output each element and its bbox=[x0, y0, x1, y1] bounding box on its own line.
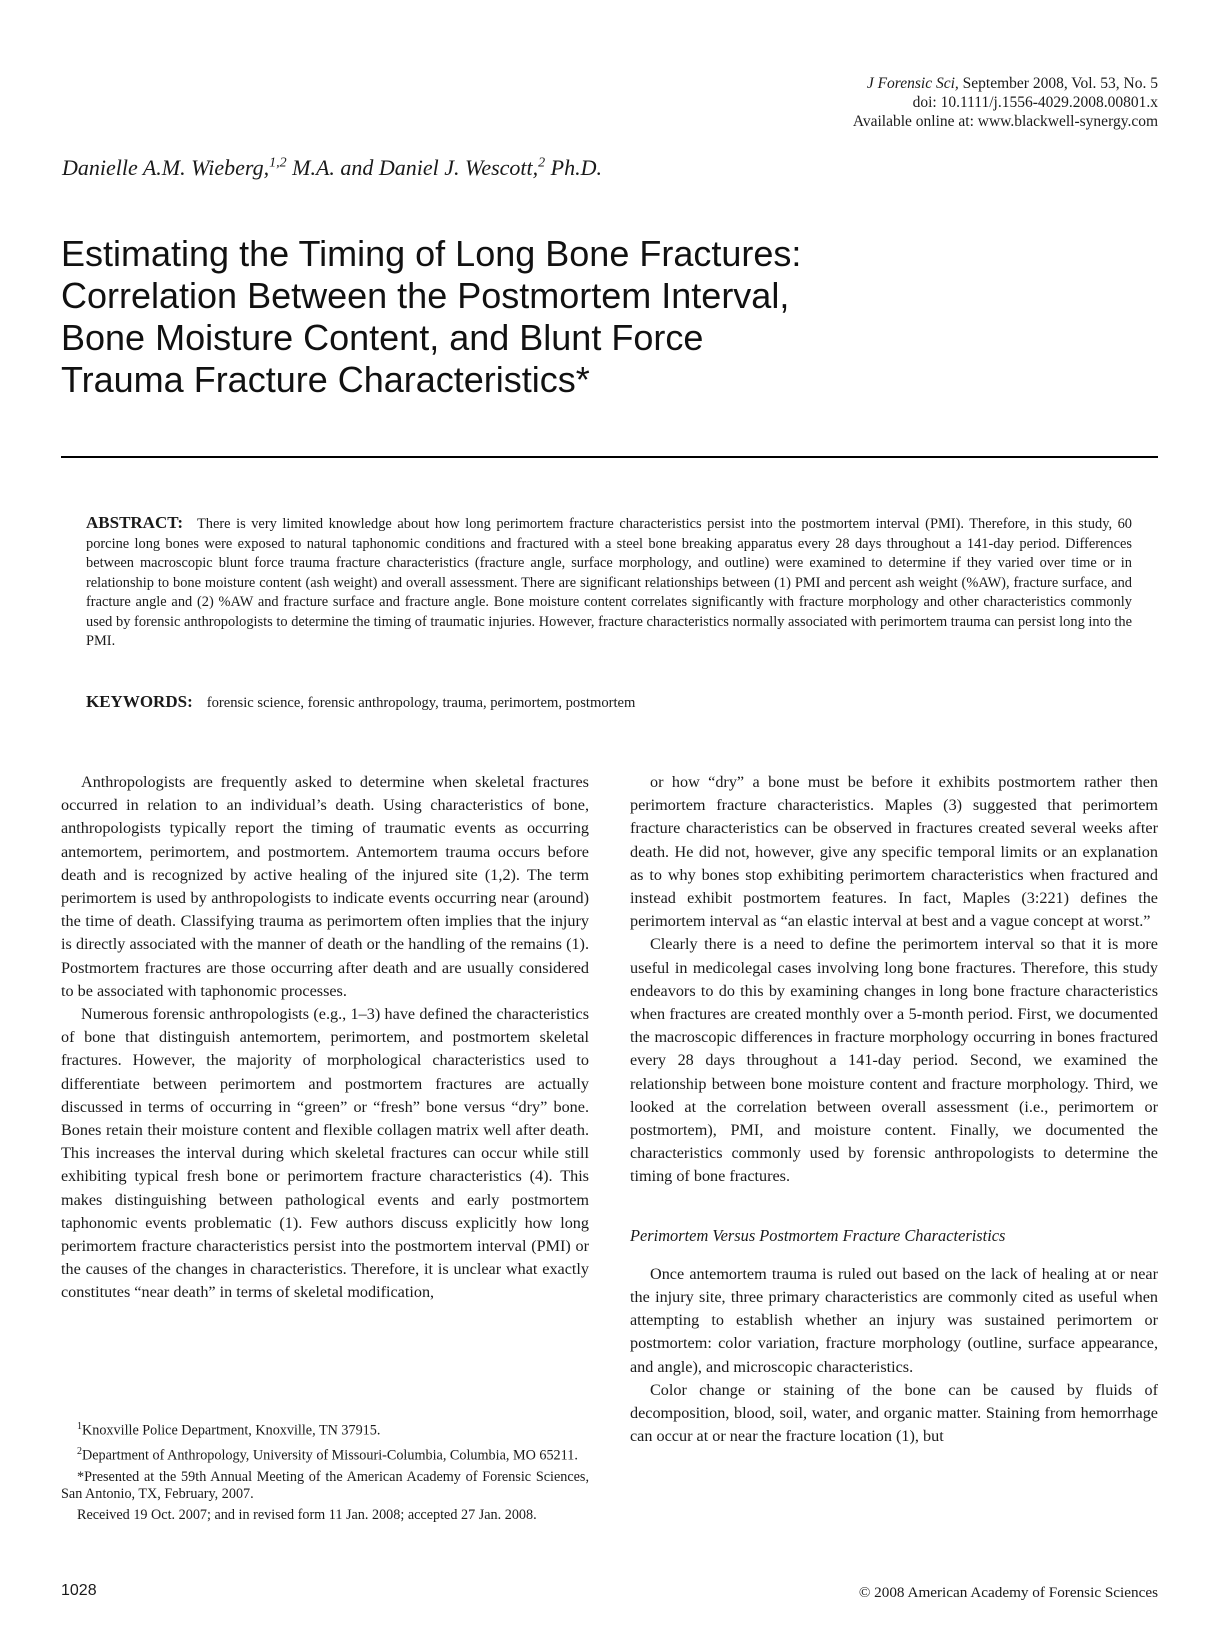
journal-doi: doi: 10.1111/j.1556-4029.2008.00801.x bbox=[912, 94, 1158, 111]
title-divider bbox=[61, 456, 1158, 458]
paragraph: Clearly there is a need to define the perimortem interval so that it is more useful in medicolegal cases involving long bone fractures. Therefore, this study endeavors to do this by examining changes in long bone fracture characteristics when fractures are created monthly over a 5-month period. First, we documented the macroscopic differences in fracture morphology occurring in bones fractured every 28 days throughout a 141-day period. Second, we examined the relationship between bone moisture content and fracture morphology. Third, we looked at the correlation between overall assessment (i.e., perimortem or postmortem), PMI, and moisture content. Finally, we documented the characteristics commonly used by forensic anthropologists to determine the timing of bone fractures. bbox=[630, 935, 1158, 1186]
paragraph: Once antemortem trauma is ruled out based on the lack of healing at or near the injury site, three primary characteristics are commonly cited as useful when attempting to establish whether an injury was sustained perimortem or postmortem: color variation, fracture morphology (outline, surface appearance, and angle), and microscopic characteristics. bbox=[630, 1264, 1158, 1376]
author-line bbox=[62, 155, 602, 181]
title-line-1: Estimating the Timing of Long Bone Fractures: bbox=[61, 233, 802, 274]
title-line-3: Bone Moisture Content, and Blunt Force bbox=[61, 317, 704, 358]
author2-degree: Ph.D. bbox=[545, 155, 602, 180]
page-number: 1028 bbox=[61, 1582, 97, 1599]
section-heading: Perimortem Versus Postmortem Fracture Characteristics bbox=[630, 1225, 1006, 1245]
paragraph: or how “dry” a bone must be before it exhibits postmortem rather then perimortem fracture characteristics. Maples (3) suggested that perimortem fracture characteristics can be observed in fractures created several weeks after death. He did not, however, give any specific temporal limits or an explanation as to why bones stop exhibiting perimortem characteristics when fractured and instead exhibit postmortem features. In fact, Maples (3:221) defines the perimortem interval as “an elastic interval at best and a vague concept at worst.” bbox=[630, 773, 1158, 931]
keywords-text: forensic science, forensic anthropology, trauma, perimortem, postmortem bbox=[206, 695, 636, 711]
paragraph: Color change or staining of the bone can be caused by fluids of decomposition, blood, soil, water, and organic matter. Staining from hemorrhage can occur at or near the fracture location (1), but bbox=[630, 1380, 1158, 1446]
author2-affiliation: 2 bbox=[538, 155, 546, 171]
paragraph: Numerous forensic anthropologists (e.g., 1–3) have defined the characteristics of bone that distinguish antemortem, perimortem, and postmortem skeletal fractures. However, the majority of morphological characteristics used to differentiate between perimortem and postmortem fractures are actually discussed in terms of occurring in “green” or “fresh” bone versus “dry” bone. Bones retain their moisture content and flexible collagen matrix well after death. This increases the interval during which skeletal fractures can occur while still exhibiting typical fresh bone or perimortem fracture characteristics (4). This makes distinguishing between pathological events and early postmortem taphonomic events problematic (1). Few authors discuss explicitly how long perimortem fracture characteristics persist into the postmortem interval (PMI) or the causes of the changes in characteristics. Therefore, it is unclear what exactly constitutes “near death” in terms of skeletal modification, bbox=[61, 1005, 589, 1302]
author1-affiliation: 1,2 bbox=[269, 155, 287, 171]
author1-name: Danielle A.M. Wieberg, bbox=[62, 155, 270, 180]
abstract-label: ABSTRACT: bbox=[86, 513, 183, 532]
footnote-2: $^2$Department of Anthropology, University of Missouri-Columbia, Columbia, MO 65211. bbox=[77, 1446, 578, 1465]
footnote-received: Received 19 Oct. 2007; and in revised form 11 Jan. 2008; accepted 27 Jan. 2008. bbox=[77, 1506, 537, 1523]
footnotes bbox=[61, 1418, 589, 1527]
body-column-left bbox=[61, 771, 589, 1305]
footnote-1: $^1$Knoxville Police Department, Knoxville, TN 37915. bbox=[77, 1421, 381, 1439]
journal-issue: September 2008, Vol. 53, No. 5 bbox=[962, 75, 1158, 92]
journal-availability: Available online at: www.blackwell-synergy.com bbox=[852, 113, 1158, 130]
footnote-1-marker: 1 bbox=[77, 1421, 82, 1432]
footnote-2-marker: 2 bbox=[77, 1446, 82, 1458]
journal-name: J Forensic Sci, bbox=[866, 75, 959, 92]
journal-citation bbox=[853, 74, 1158, 93]
title-line-4: Trauma Fracture Characteristics* bbox=[61, 359, 590, 400]
footnote-presented: *Presented at the 59th Annual Meeting of the American Academy of Forensic Sciences, San Antonio, TX, February, 2007. bbox=[61, 1468, 589, 1503]
title-line-2: Correlation Between the Postmortem Interval, bbox=[61, 275, 790, 316]
paragraph: Anthropologists are frequently asked to determine when skeletal fractures occurred in relation to an individual’s death. Using characteristics of bone, anthropologists typically report the timing of traumatic events as occurring antemortem, perimortem, and postmortem. Antemortem trauma occurs before death and is recognized by active healing of the injured site (1,2). The term perimortem is used by anthropologists to indicate events occurring near (around) the time of death. Classifying trauma as perimortem often implies that the injury is directly associated with the manner of death or the handling of the remains (1). Postmortem fractures are those occurring after death and are usually considered to be associated with taphonomic processes. bbox=[61, 773, 589, 1000]
body-column-right bbox=[630, 771, 1158, 1448]
keywords-label: KEYWORDS: bbox=[86, 692, 193, 711]
author-degrees: M.A. and Daniel J. Wescott, bbox=[286, 155, 539, 180]
journal-header bbox=[853, 74, 1158, 131]
abstract-text: There is very limited knowledge about how long perimortem fracture characteristics persist into the postmortem interval (PMI). Therefore, in this study, 60 porcine long bones were exposed to natural taphonomic conditions and fractured with a steel bone breaking apparatus every 28 days throughout a 141-day period. Differences between macroscopic blunt force trauma fracture characteristics (fracture angle, surface morphology, and outline) were examined to determine if they varied over time or in relationship to bone moisture content (ash weight) and overall assessment. There are significant relationships between (1) PMI and percent ash weight (%AW), fracture surface, and fracture angle and (2) %AW and fracture surface and fracture angle. Bone moisture content correlates significantly with fracture morphology and other characteristics commonly used by forensic anthropologists to determine the timing of traumatic injuries. However, fracture characteristics normally associated with perimortem trauma can persist long into the PMI. bbox=[86, 516, 1132, 649]
keywords bbox=[86, 692, 635, 712]
copyright: © 2008 American Academy of Forensic Sciences bbox=[858, 1584, 1158, 1601]
article-title bbox=[61, 233, 921, 401]
abstract bbox=[86, 513, 1132, 652]
